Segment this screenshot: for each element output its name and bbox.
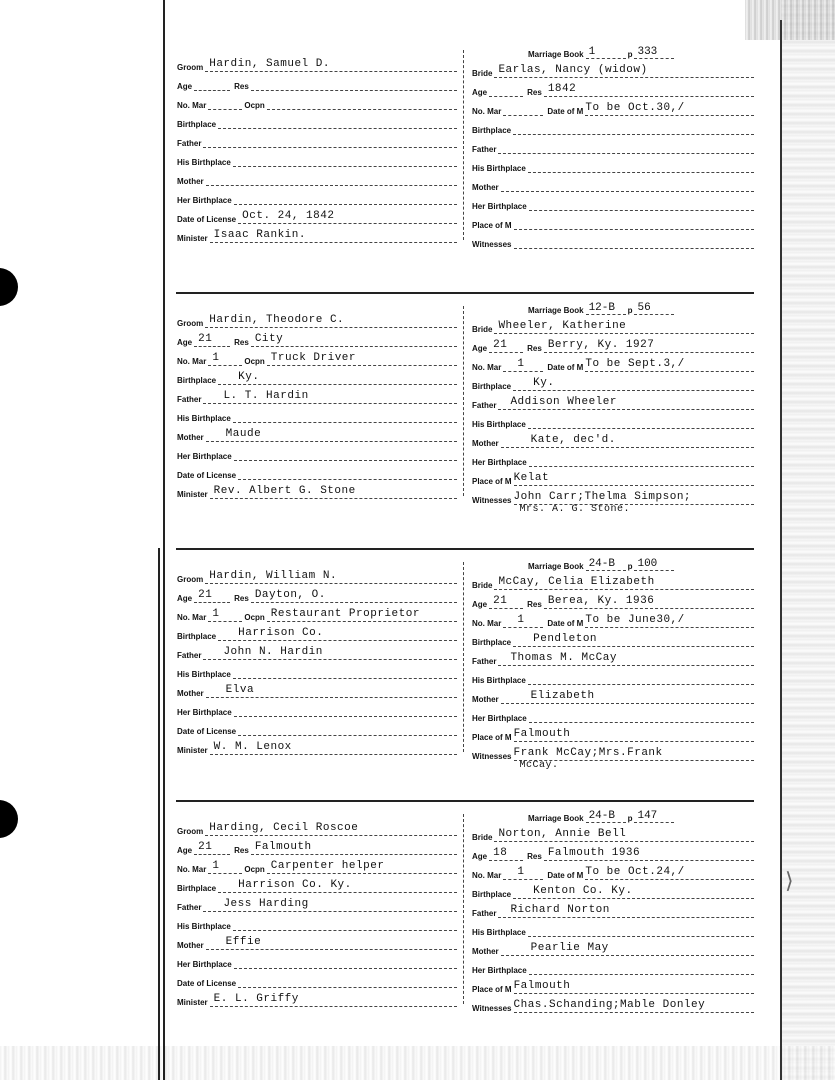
bride-no-mar-label: No. Mar [472, 107, 502, 116]
marriage-book-value: 24-B [586, 810, 626, 823]
bride-birthplace-value: Pendleton [533, 633, 598, 645]
marriage-book-label: Marriage Book [528, 562, 584, 571]
bride-res-value: Berry, Ky. 1927 [547, 339, 655, 351]
witnesses-row [472, 745, 754, 771]
bride-row [472, 574, 754, 590]
page-value: 56 [634, 302, 674, 315]
his-birthplace-label: His Birthplace [177, 158, 231, 167]
mother-label: Mother [177, 941, 204, 950]
bride-mother-row [472, 940, 754, 956]
his-birthplace-label: His Birthplace [177, 414, 231, 423]
res-label: Res [234, 82, 249, 91]
marriage-book-row [528, 558, 676, 571]
age-label: Age [177, 846, 193, 855]
bride-his-birthplace-label: His Birthplace [472, 420, 526, 429]
bride-mother-value: Pearlie May [530, 942, 609, 954]
bride-age-res-row [472, 337, 754, 353]
birthplace-value: Harrison Co. [238, 627, 324, 639]
his-birthplace-label: His Birthplace [177, 670, 231, 679]
father-row [177, 388, 457, 404]
date-of-license-label: Date of License [177, 727, 237, 736]
mother-label: Mother [177, 689, 204, 698]
father-row [177, 896, 457, 912]
place-of-m-row [472, 214, 754, 230]
page-label: p [627, 562, 633, 571]
no-mar-value: 1 [212, 608, 220, 620]
res-label: Res [234, 338, 249, 347]
bride-no-mar-value: 1 [517, 358, 525, 370]
place-of-m-row [472, 978, 754, 994]
bracket-mark: ⟩ [785, 868, 794, 893]
column-separator [463, 562, 465, 752]
bride-age-label: Age [472, 88, 488, 97]
bride-father-value: Thomas M. McCay [510, 652, 617, 664]
bride-birthplace-row [472, 631, 754, 647]
place-of-m-label: Place of M [472, 733, 512, 742]
nomar-ocpn-row [177, 350, 457, 366]
place-of-m-row [472, 726, 754, 742]
bride-mother-label: Mother [472, 947, 499, 956]
bride-her-birthplace-label: Her Birthplace [472, 714, 527, 723]
place-of-m-value: Kelat [513, 472, 550, 484]
date-of-license-label: Date of License [177, 215, 237, 224]
minister-label: Minister [177, 234, 208, 243]
father-value: Jess Harding [223, 898, 309, 910]
res-value: Dayton, O. [254, 589, 326, 601]
place-of-m-label: Place of M [472, 477, 512, 486]
marriage-book-label: Marriage Book [528, 306, 584, 315]
groom-row [177, 56, 457, 72]
license-row [177, 208, 457, 224]
his-birthplace-row [177, 915, 457, 931]
witnesses-label: Witnesses [472, 496, 512, 505]
bride-mother-row [472, 176, 754, 192]
place-of-m-row [472, 470, 754, 486]
bride-father-label: Father [472, 401, 497, 410]
date-of-m-label: Date of M [547, 619, 584, 628]
father-label: Father [177, 651, 202, 660]
bride-row [472, 826, 754, 842]
bride-value: Norton, Annie Bell [498, 828, 627, 840]
witnesses-continued: McCay. [519, 760, 559, 771]
bride-res-label: Res [527, 344, 542, 353]
bride-age-res-row [472, 845, 754, 861]
minister-value: Isaac Rankin. [213, 229, 306, 241]
place-of-m-value: Falmouth [513, 728, 571, 740]
mother-row [177, 170, 457, 186]
mother-row [177, 934, 457, 950]
date-of-m-label: Date of M [547, 107, 584, 116]
birthplace-row [177, 369, 457, 385]
bride-nomar-row [472, 100, 754, 116]
bride-father-label: Father [472, 145, 497, 154]
bride-his-birthplace-row [472, 669, 754, 685]
marriage-record [0, 44, 835, 284]
bride-his-birthplace-row [472, 413, 754, 429]
age-value: 21 [198, 589, 213, 601]
his-birthplace-label: His Birthplace [177, 922, 231, 931]
res-value: Falmouth [254, 841, 312, 853]
marriage-book-label: Marriage Book [528, 814, 584, 823]
bride-mother-value: Elizabeth [530, 690, 595, 702]
bride-father-label: Father [472, 909, 497, 918]
bride-birthplace-label: Birthplace [472, 126, 512, 135]
age-value: 21 [198, 333, 213, 345]
record-divider [176, 548, 754, 550]
age-label: Age [177, 82, 193, 91]
bride-nomar-row [472, 356, 754, 372]
her-birthplace-row [177, 953, 457, 969]
bride-no-mar-label: No. Mar [472, 871, 502, 880]
bride-birthplace-value: Kenton Co. Ky. [533, 885, 633, 897]
birthplace-row [177, 625, 457, 641]
minister-value: Rev. Albert G. Stone [213, 485, 356, 497]
no-mar-value: 1 [212, 860, 220, 872]
bride-res-value: Falmouth 1936 [547, 847, 641, 859]
birthplace-label: Birthplace [177, 884, 217, 893]
mother-value: Elva [225, 684, 255, 696]
ocpn-label: Ocpn [244, 613, 265, 622]
bride-her-birthplace-row [472, 959, 754, 975]
minister-label: Minister [177, 998, 208, 1007]
her-birthplace-row [177, 701, 457, 717]
record-divider [176, 800, 754, 802]
witnesses-row [472, 489, 754, 515]
bride-no-mar-label: No. Mar [472, 619, 502, 628]
bride-age-label: Age [472, 600, 488, 609]
ocpn-value: Truck Driver [270, 352, 357, 364]
birthplace-label: Birthplace [177, 376, 217, 385]
her-birthplace-row [177, 445, 457, 461]
date-of-m-value: To be Oct.24,/ [585, 866, 685, 878]
page-value: 147 [634, 810, 674, 823]
column-separator [463, 306, 465, 496]
bride-birthplace-label: Birthplace [472, 638, 512, 647]
father-row [177, 132, 457, 148]
nomar-ocpn-row [177, 94, 457, 110]
bride-value: McCay, Celia Elizabeth [498, 576, 655, 588]
bride-res-label: Res [527, 88, 542, 97]
groom-label: Groom [177, 827, 204, 836]
res-value: City [254, 333, 284, 345]
bride-birthplace-label: Birthplace [472, 382, 512, 391]
bride-her-birthplace-label: Her Birthplace [472, 202, 527, 211]
minister-row [177, 739, 457, 755]
marriage-book-row [528, 810, 676, 823]
page-label: p [627, 814, 633, 823]
scan-corner-noise [745, 0, 835, 40]
nomar-ocpn-row [177, 858, 457, 874]
groom-value: Hardin, William N. [209, 570, 338, 582]
marriage-book-row [528, 302, 676, 315]
bride-row [472, 62, 754, 78]
witnesses-value: Frank McCay;Mrs.Frank [513, 747, 663, 759]
date-of-license-value: Oct. 24, 1842 [242, 210, 335, 222]
record-divider [176, 292, 754, 294]
bride-mother-row [472, 432, 754, 448]
bride-her-birthplace-label: Her Birthplace [472, 966, 527, 975]
marriage-record [0, 300, 835, 540]
ocpn-label: Ocpn [244, 357, 265, 366]
minister-row [177, 483, 457, 499]
place-of-m-value: Falmouth [513, 980, 571, 992]
age-res-row [177, 839, 457, 855]
license-row [177, 972, 457, 988]
groom-row [177, 568, 457, 584]
ocpn-label: Ocpn [244, 101, 265, 110]
license-row [177, 720, 457, 736]
minister-value: E. L. Griffy [213, 993, 299, 1005]
her-birthplace-label: Her Birthplace [177, 452, 232, 461]
bride-father-row [472, 394, 754, 410]
groom-value: Hardin, Theodore C. [209, 314, 345, 326]
his-birthplace-row [177, 663, 457, 679]
ocpn-label: Ocpn [244, 865, 265, 874]
license-row [177, 464, 457, 480]
bride-age-value: 21 [493, 595, 508, 607]
bride-mother-row [472, 688, 754, 704]
date-of-m-value: To be Sept.3,/ [585, 358, 685, 370]
bride-row [472, 318, 754, 334]
bride-father-value: Richard Norton [510, 904, 610, 916]
bride-no-mar-label: No. Mar [472, 363, 502, 372]
witnesses-label: Witnesses [472, 1004, 512, 1013]
groom-label: Groom [177, 575, 204, 584]
ocpn-value: Carpenter helper [270, 860, 385, 872]
bride-father-row [472, 902, 754, 918]
father-value: John N. Hardin [223, 646, 323, 658]
witnesses-label: Witnesses [472, 752, 512, 761]
marriage-record [0, 808, 835, 1048]
res-label: Res [234, 594, 249, 603]
bride-res-label: Res [527, 852, 542, 861]
groom-value: Harding, Cecil Roscoe [209, 822, 359, 834]
bride-birthplace-label: Birthplace [472, 890, 512, 899]
no-mar-label: No. Mar [177, 865, 207, 874]
birthplace-label: Birthplace [177, 632, 217, 641]
father-label: Father [177, 139, 202, 148]
no-mar-label: No. Mar [177, 613, 207, 622]
date-of-license-label: Date of License [177, 471, 237, 480]
bride-age-value: 21 [493, 339, 508, 351]
his-birthplace-row [177, 151, 457, 167]
age-label: Age [177, 594, 193, 603]
bride-father-value: Addison Wheeler [510, 396, 617, 408]
age-res-row [177, 587, 457, 603]
mother-row [177, 426, 457, 442]
father-value: L. T. Hardin [223, 390, 309, 402]
bride-mother-value: Kate, dec'd. [530, 434, 616, 446]
no-mar-label: No. Mar [177, 101, 207, 110]
her-birthplace-label: Her Birthplace [177, 960, 232, 969]
bride-his-birthplace-label: His Birthplace [472, 164, 526, 173]
mother-value: Maude [225, 428, 262, 440]
bride-label: Bride [472, 69, 493, 78]
bride-age-res-row [472, 593, 754, 609]
age-value: 21 [198, 841, 213, 853]
father-row [177, 644, 457, 660]
her-birthplace-label: Her Birthplace [177, 708, 232, 717]
minister-value: W. M. Lenox [213, 741, 292, 753]
bride-nomar-row [472, 612, 754, 628]
bride-no-mar-value: 1 [517, 614, 525, 626]
groom-row [177, 312, 457, 328]
marriage-book-row [528, 46, 676, 59]
minister-label: Minister [177, 746, 208, 755]
witnesses-row [472, 233, 754, 249]
bride-mother-label: Mother [472, 439, 499, 448]
bride-res-label: Res [527, 600, 542, 609]
column-separator [463, 814, 465, 1004]
marriage-book-value: 24-B [586, 558, 626, 571]
bride-mother-label: Mother [472, 183, 499, 192]
page-label: p [627, 306, 633, 315]
bride-birthplace-row [472, 119, 754, 135]
witnesses-row [472, 997, 754, 1013]
age-res-row [177, 331, 457, 347]
page-label: p [627, 50, 633, 59]
no-mar-label: No. Mar [177, 357, 207, 366]
bride-birthplace-value: Ky. [533, 377, 555, 389]
age-res-row [177, 75, 457, 91]
page-value: 100 [634, 558, 674, 571]
mother-row [177, 682, 457, 698]
column-separator [463, 50, 465, 240]
his-birthplace-row [177, 407, 457, 423]
bride-res-value: Berea, Ky. 1936 [547, 595, 655, 607]
bride-his-birthplace-row [472, 921, 754, 937]
place-of-m-label: Place of M [472, 985, 512, 994]
bride-her-birthplace-label: Her Birthplace [472, 458, 527, 467]
groom-label: Groom [177, 319, 204, 328]
birthplace-value: Ky. [238, 371, 260, 383]
bride-no-mar-value: 1 [517, 866, 525, 878]
witnesses-value: Chas.Schanding;Mable Donley [513, 999, 706, 1011]
bride-birthplace-row [472, 375, 754, 391]
bride-father-row [472, 650, 754, 666]
date-of-m-value: To be Oct.30,/ [585, 102, 685, 114]
res-label: Res [234, 846, 249, 855]
bride-value: Earlas, Nancy (widow) [498, 64, 648, 76]
date-of-license-label: Date of License [177, 979, 237, 988]
no-mar-value: 1 [212, 352, 220, 364]
bride-age-label: Age [472, 852, 488, 861]
place-of-m-label: Place of M [472, 221, 512, 230]
scan-bottom-noise [0, 1046, 835, 1080]
witnesses-continued: Mrs. A. G. Stone. [519, 504, 631, 515]
bride-his-birthplace-label: His Birthplace [472, 676, 526, 685]
bride-mother-label: Mother [472, 695, 499, 704]
bride-her-birthplace-row [472, 707, 754, 723]
her-birthplace-row [177, 189, 457, 205]
bride-her-birthplace-row [472, 195, 754, 211]
bride-res-value: 1842 [547, 83, 577, 95]
minister-row [177, 991, 457, 1007]
birthplace-label: Birthplace [177, 120, 217, 129]
page-value: 333 [634, 46, 674, 59]
bride-value: Wheeler, Katherine [498, 320, 627, 332]
bride-label: Bride [472, 833, 493, 842]
mother-value: Effie [225, 936, 262, 948]
bride-age-label: Age [472, 344, 488, 353]
bride-label: Bride [472, 325, 493, 334]
bride-father-label: Father [472, 657, 497, 666]
ocpn-value: Restaurant Proprietor [270, 608, 420, 620]
groom-label: Groom [177, 63, 204, 72]
groom-value: Hardin, Samuel D. [209, 58, 330, 70]
date-of-m-label: Date of M [547, 871, 584, 880]
her-birthplace-label: Her Birthplace [177, 196, 232, 205]
mother-label: Mother [177, 433, 204, 442]
bride-her-birthplace-row [472, 451, 754, 467]
marriage-book-value: 12-B [586, 302, 626, 315]
bride-his-birthplace-label: His Birthplace [472, 928, 526, 937]
bride-his-birthplace-row [472, 157, 754, 173]
bride-age-value: 18 [493, 847, 508, 859]
mother-label: Mother [177, 177, 204, 186]
witnesses-value: John Carr;Thelma Simpson; [513, 491, 692, 503]
bride-label: Bride [472, 581, 493, 590]
nomar-ocpn-row [177, 606, 457, 622]
witnesses-label: Witnesses [472, 240, 512, 249]
father-label: Father [177, 395, 202, 404]
bride-father-row [472, 138, 754, 154]
birthplace-value: Harrison Co. Ky. [238, 879, 352, 891]
bride-birthplace-row [472, 883, 754, 899]
father-label: Father [177, 903, 202, 912]
bride-age-res-row [472, 81, 754, 97]
birthplace-row [177, 877, 457, 893]
birthplace-row [177, 113, 457, 129]
minister-row [177, 227, 457, 243]
groom-row [177, 820, 457, 836]
minister-label: Minister [177, 490, 208, 499]
bride-nomar-row [472, 864, 754, 880]
age-label: Age [177, 338, 193, 347]
marriage-book-label: Marriage Book [528, 50, 584, 59]
date-of-m-value: To be June30,/ [585, 614, 685, 626]
marriage-record [0, 556, 835, 796]
marriage-book-value: 1 [586, 46, 626, 59]
date-of-m-label: Date of M [547, 363, 584, 372]
